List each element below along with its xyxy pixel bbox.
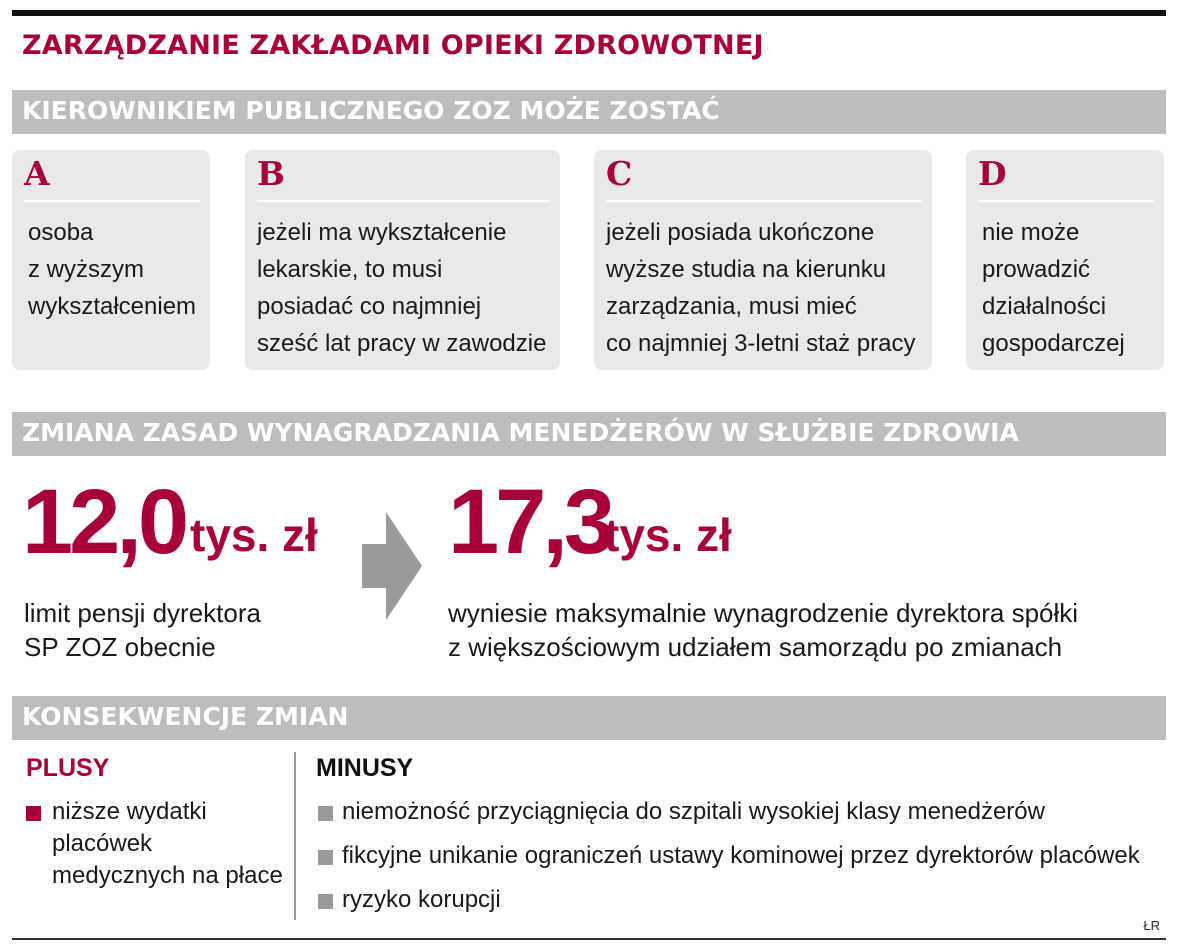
bullet-square-icon	[318, 850, 333, 865]
card-a	[12, 150, 210, 370]
salary-before-unit: tys. zł	[190, 509, 318, 561]
salary-before-value: 12,0	[22, 471, 186, 573]
card-divider	[606, 200, 922, 202]
card-divider	[24, 200, 200, 202]
top-rule	[12, 10, 1166, 16]
card-divider	[257, 200, 550, 202]
author-credit: ŁR	[1143, 918, 1160, 933]
plusy-heading: PLUSY	[26, 754, 110, 782]
card-divider	[978, 200, 1154, 202]
salary-after-value: 17,3	[448, 471, 612, 573]
salary-before-description: limit pensji dyrektora SP ZOZ obecnie	[24, 598, 261, 662]
page-title: ZARZĄDZANIE ZAKŁADAMI OPIEKI ZDROWOTNEJ	[22, 30, 764, 61]
card-text: osoba z wyższym wykształceniem	[28, 219, 197, 320]
salary-after-description: wyniesie maksymalnie wynagrodzenie dyrektora spółki z większościowym udziałem samorządu po zmianach	[448, 598, 1079, 662]
salary-after-unit: tys. zł	[604, 509, 732, 561]
card-c	[594, 150, 932, 370]
bullet-square-icon	[318, 806, 333, 821]
bullet-square-icon	[26, 806, 41, 821]
section-heading: ZMIANA ZASAD WYNAGRADZANIA MENEDŻERÓW W SŁUŻBIE ZDROWIA	[22, 418, 1019, 447]
card-b	[245, 150, 560, 370]
card-text: jeżeli posiada ukończone wyższe studia na kierunku zarządzania, musi mieć co najmniej 3-letni staż pracy	[606, 219, 916, 357]
card-letter: D	[978, 154, 1007, 193]
section-header-consequences	[12, 696, 1166, 740]
card-letter: B	[257, 154, 285, 193]
section-header-salary-changes	[12, 412, 1166, 456]
minusy-item: fikcyjne unikanie ograniczeń ustawy kominowej przez dyrektorów placówek	[342, 842, 1140, 869]
minusy-item: ryzyko korupcji	[342, 886, 501, 913]
card-letter: C	[606, 154, 633, 193]
minusy-heading: MINUSY	[316, 754, 414, 782]
section-heading: KONSEKWENCJE ZMIAN	[22, 702, 349, 731]
section-header-manager-requirements	[12, 90, 1166, 134]
section-heading: KIEROWNIKIEM PUBLICZNEGO ZOZ MOŻE ZOSTAĆ	[22, 96, 720, 125]
minusy-item: niemożność przyciągnięcia do szpitali wysokiej klasy menedżerów	[342, 798, 1045, 825]
card-text: nie może prowadzić działalności gospodarczej	[982, 219, 1125, 357]
card-text: jeżeli ma wykształcenie lekarskie, to musi posiadać co najmniej sześć lat pracy w zawodzie	[257, 219, 547, 357]
column-divider	[294, 752, 296, 920]
card-d	[966, 150, 1164, 370]
arrow-right-icon	[362, 512, 422, 620]
bullet-square-icon	[318, 894, 333, 909]
plusy-item: niższe wydatki placówek medycznych na płace	[52, 798, 283, 889]
bottom-rule	[12, 938, 1166, 940]
card-letter: A	[24, 154, 50, 193]
